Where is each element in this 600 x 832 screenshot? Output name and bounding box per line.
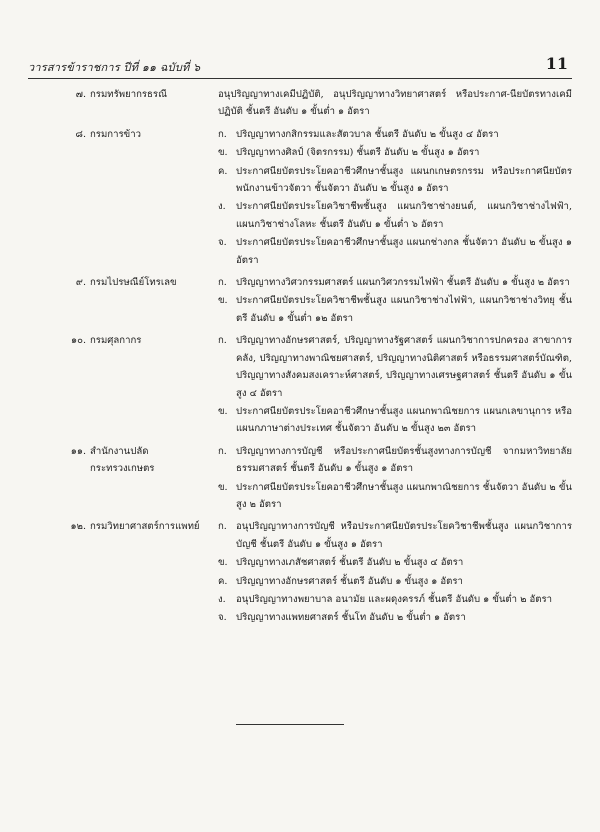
department-entry — [28, 443, 572, 515]
qualification-item — [218, 86, 572, 121]
qualification-letter: ก. — [218, 335, 227, 347]
department-name: สำนักงานปลัด — [90, 445, 149, 457]
qualification-letter: ง. — [218, 201, 226, 213]
qualification-letter: ก. — [218, 128, 227, 140]
department-name-cell — [28, 126, 218, 270]
department-name-cell — [28, 274, 218, 328]
qualification-list — [218, 332, 572, 438]
department-name-cell — [28, 518, 218, 627]
department-name: กรมการข้าว — [90, 128, 141, 140]
qualification-item — [218, 573, 572, 590]
qualification-text: ปริญญาทางศิลป์ (จิตรกรรม) ชั้นตรี อันดับ ๒ ขั้นสูง ๑ อัตรา — [236, 147, 480, 159]
qualification-text: อนุปริญญาทางการบัญชี หรือประกาศนียบัตรประโยควิชาชีพชั้นสูง แผนกวิชาการบัญชี ชั้นตรี อันดับ ๑ ขั้นสูง ๑ อัตรา — [236, 521, 572, 550]
qualification-letter: ก. — [218, 277, 227, 289]
qualification-letter: ง. — [218, 593, 226, 605]
qualification-letter: ข. — [218, 481, 228, 493]
qualification-item — [218, 332, 572, 402]
qualification-letter: จ. — [218, 612, 227, 624]
qualification-letter: ข. — [218, 557, 228, 569]
qualification-text: ปริญญาทางการบัญชี หรือประกาศนียบัตรชั้นสูงทางการบัญชี จากมหาวิทยาลัยธรรมศาสตร์ ชั้นตรี อันดับ ๑ ขั้นสูง ๑ อัตรา — [236, 445, 572, 475]
qualification-list — [218, 443, 572, 515]
qualification-text: ปริญญาทางอักษรศาสตร์ ชั้นตรี อันดับ ๑ ขั้นสูง ๑ อัตรา — [236, 575, 463, 587]
qualification-list — [218, 518, 572, 627]
journal-title: วารสารข้าราชการ ปีที่ ๑๑ ฉบับที่ ๖ — [28, 61, 201, 74]
department-entry — [28, 126, 572, 270]
qualification-item — [218, 591, 572, 608]
qualification-text: ประกาศนียบัตรประโยคอาชีวศึกษาชั้นสูง แผนกพาณิชยการ ชั้นจัตวา อันดับ ๒ ขั้นสูง ๒ อัตรา — [236, 481, 572, 510]
department-name-cell — [28, 443, 218, 515]
qualification-letter: ค. — [218, 165, 228, 177]
department-list — [28, 86, 572, 632]
department-number: ๘. — [75, 128, 86, 140]
qualification-letter: ข. — [218, 295, 228, 307]
department-entry — [28, 332, 572, 438]
qualification-item — [218, 292, 572, 327]
qualification-letter: ข. — [218, 147, 228, 159]
department-name: กรมศุลกากร — [90, 335, 142, 347]
qualification-list — [218, 86, 572, 122]
qualification-letter: ก. — [218, 445, 227, 457]
department-name-cell — [28, 332, 218, 438]
qualification-letter: ค. — [218, 575, 228, 587]
department-number: ๙. — [75, 277, 86, 289]
qualification-text: ปริญญาทางอักษรศาสตร์, ปริญญาทางรัฐศาสตร์ แผนกวิชาการปกครอง สาขาการคลัง, ปริญญาทางพาณิชยศาสตร์, ปริญญาทางนิติศาสตร์ หรือธรรมศาสตร์บัณฑิต, ปริญญาทางสังคมสงเคราะห์ศาสตร์, ปริญญาทางเศรษฐศาสตร์ ชั้นตรี อันดับ ๑ ขั้นสูง ๔ อัตรา — [236, 335, 572, 399]
qualification-text: ประกาศนียบัตรประโยคอาชีวศึกษาชั้นสูง แผนกพาณิชยการ แผนกเลขานุการ หรือแผนกภาษาต่างประเทศ ชั้นจัตวา อันดับ ๒ ขั้นสูง ๒๓ อัตรา — [236, 405, 572, 435]
department-number: ๑๑. — [70, 445, 86, 457]
department-number: ๑๐. — [71, 335, 86, 347]
department-entry — [28, 86, 572, 122]
qualification-text: ประกาศนียบัตรประโยควิชาชีพชั้นสูง แผนกวิชาช่างยนต์, แผนกวิชาช่างไฟฟ้า, แผนกวิชาช่างโลหะ ชั้นตรี อันดับ ๑ ขั้นต่ำ ๖ อัตรา — [236, 201, 572, 230]
footer-rule — [236, 724, 344, 725]
qualification-letter: จ. — [218, 237, 227, 249]
qualification-item — [218, 403, 572, 438]
qualification-text: ประกาศนียบัตรประโยคอาชีวศึกษาชั้นสูง แผนกช่างกล ชั้นจัตวา อันดับ ๒ ขั้นสูง ๑ อัตรา — [236, 237, 572, 266]
qualification-item — [218, 609, 572, 626]
header-rule — [28, 78, 572, 79]
qualification-text: ปริญญาทางวิศวกรรมศาสตร์ แผนกวิศวกรรมไฟฟ้า ชั้นตรี อันดับ ๑ ขั้นสูง ๒ อัตรา — [236, 277, 570, 289]
qualification-item — [218, 234, 572, 269]
qualification-item — [218, 479, 572, 514]
qualification-letter: ก. — [218, 521, 227, 533]
department-entry — [28, 518, 572, 627]
qualification-item — [218, 163, 572, 198]
qualification-item — [218, 443, 572, 478]
qualification-item — [218, 126, 572, 143]
qualification-text: ปริญญาทางกสิกรรมและสัตวบาล ชั้นตรี อันดับ ๒ ขั้นสูง ๔ อัตรา — [236, 128, 499, 140]
department-name: กรมไปรษณีย์โทรเลข — [90, 277, 177, 289]
qualification-list — [218, 126, 572, 270]
qualification-letter: ข. — [218, 405, 228, 417]
department-entry — [28, 274, 572, 328]
qualification-text: ปริญญาทางเภสัชศาสตร์ ชั้นตรี อันดับ ๒ ขั้นสูง ๔ อัตรา — [236, 557, 464, 569]
department-number: ๑๒. — [70, 521, 86, 533]
page-number: 11 — [545, 54, 568, 73]
qualification-text: ประกาศนียบัตรประโยควิชาชีพชั้นสูง แผนกวิชาช่างไฟฟ้า, แผนกวิชาช่างวิทยุ ชั้นตรี อันดับ ๑ ขั้นต่ำ ๑๒ อัตรา — [236, 295, 572, 324]
department-name: กรมทรัพยากรธรณี — [90, 89, 167, 100]
department-name-cell — [28, 86, 218, 122]
department-number: ๗. — [75, 89, 86, 100]
qualification-item — [218, 518, 572, 553]
qualification-text: ประกาศนียบัตรประโยคอาชีวศึกษาชั้นสูง แผนกเกษตรกรรม หรือประกาศนียบัตรพนักงานข้าวจัตวา ชั้นจัตวา อันดับ ๒ ขั้นสูง ๑ อัตรา — [236, 165, 572, 195]
qualification-text: อนุปริญญาทางพยาบาล อนามัย และผดุงครรภ์ ชั้นตรี อันดับ ๑ ขั้นต่ำ ๒ อัตรา — [236, 593, 553, 605]
qualification-item — [218, 144, 572, 161]
qualification-text: ปริญญาทางแพทยศาสตร์ ชั้นโท อันดับ ๒ ขั้นต่ำ ๑ อัตรา — [236, 612, 466, 624]
qualification-list — [218, 274, 572, 328]
qualification-item — [218, 198, 572, 233]
page-header — [28, 54, 568, 76]
department-name-line2: กระทรวงเกษตร — [90, 463, 155, 475]
department-name: กรมวิทยาศาสตร์การแพทย์ — [90, 521, 200, 533]
qualification-item — [218, 274, 572, 291]
qualification-text: อนุปริญญาทางเคมีปฏิบัติ, อนุปริญญาทางวิทยาศาสตร์ หรือประกาศ-นียบัตรทางเคมีปฏิบัติ ชั้นตรี อันดับ ๑ ขั้นต่ำ ๑ อัตรา — [218, 89, 572, 118]
qualification-item — [218, 554, 572, 571]
